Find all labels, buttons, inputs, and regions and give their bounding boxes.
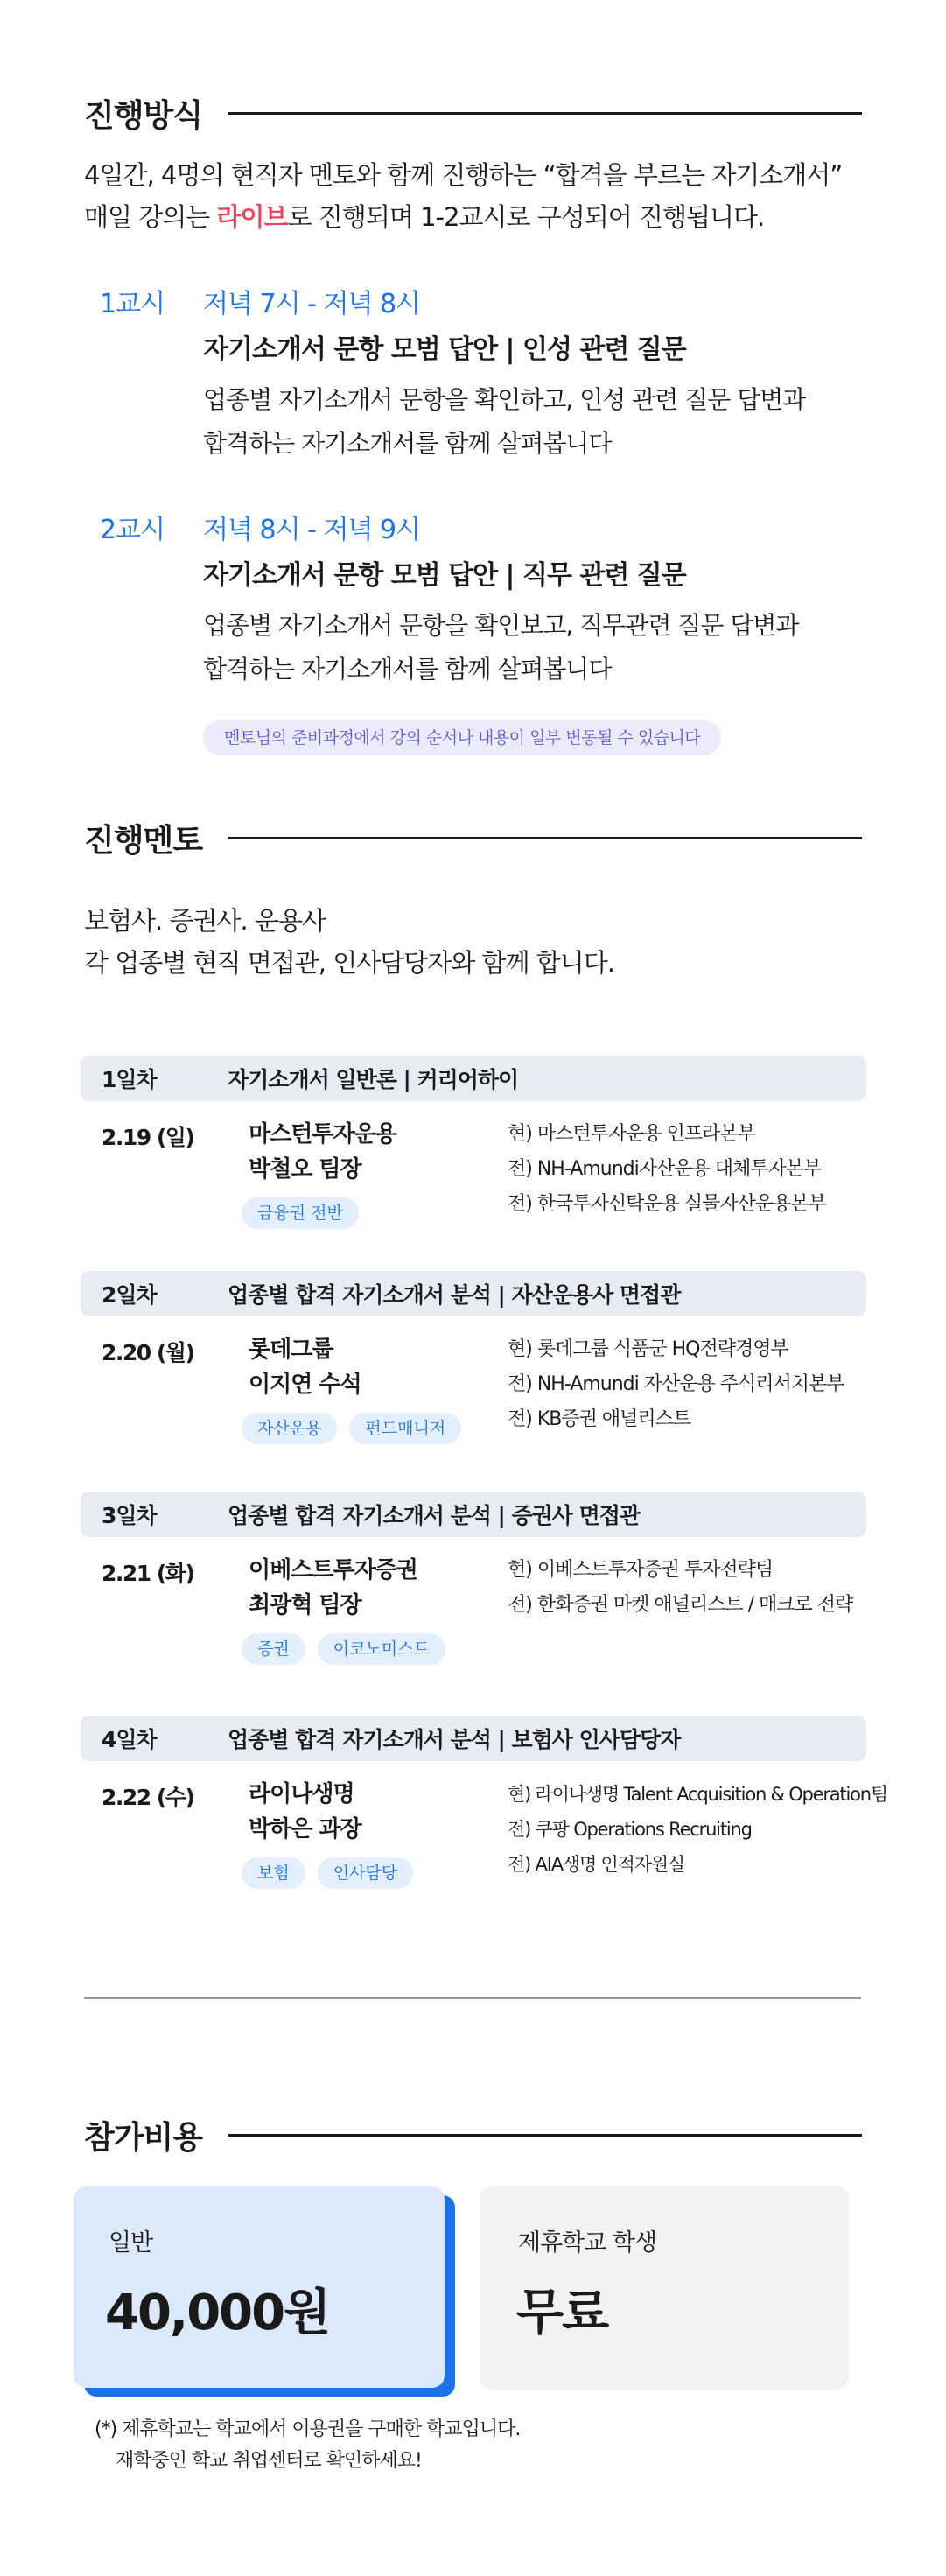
mentor-tag: 인사담당	[318, 1857, 413, 1889]
period-1-desc: 업종별 자기소개서 문항을 확인하고, 인성 관련 질문 답변과 합격하는 자기소개서를 함께 살펴봅니다	[203, 385, 806, 458]
day-4-tags	[242, 1857, 413, 1889]
day-3-tags	[242, 1633, 445, 1665]
mentor-name: 박철오 팀장	[249, 1156, 361, 1183]
day-1-tags	[242, 1197, 359, 1229]
day-2-career: 현) 롯데그룹 식품군 HQ전략경영부 전) NH-Amundi 자산운용 주식리서치본부 전) KB증권 애널리스트	[508, 1338, 844, 1430]
partner-label: 제휴학교 학생	[518, 2229, 657, 2257]
mentors-section-header	[84, 816, 862, 860]
day-1-career: 현) 마스턴투자운용 인프라본부 전) NH-Amundi자산운용 대체투자본부 전) 한국투자신탁운용 실물자산운용본부	[508, 1123, 826, 1215]
mentor-tag: 보험	[242, 1857, 305, 1889]
partner-price: 무료	[516, 2285, 608, 2341]
section-rule	[228, 837, 862, 839]
mentor-name: 이지연 수석	[249, 1372, 361, 1398]
general-label: 일반	[109, 2229, 153, 2257]
method-section-title: 진행방식	[84, 98, 203, 134]
section-rule	[228, 112, 862, 115]
day-2-tags	[242, 1413, 461, 1444]
day-label: 2일차	[102, 1282, 157, 1308]
method-intro-line2: 매일 강의는 라이브로 진행되며 1-2교시로 구성되어 진행됩니다.	[84, 202, 765, 232]
day-1-date: 2.19 (일)	[102, 1125, 194, 1150]
mentors-section-title: 진행멘토	[84, 823, 203, 859]
day-3-mentor	[249, 1553, 417, 1623]
fee-section-header	[84, 2113, 862, 2158]
day-subject: 업종별 합격 자기소개서 분석 | 보험사 인사담당자	[228, 1727, 681, 1752]
day-4-date: 2.22 (수)	[102, 1785, 194, 1810]
method-intro-line1: 4일간, 4명의 현직자 멘토와 함께 진행하는 “합격을 부르는 자기소개서”	[84, 160, 843, 190]
mentor-name: 박하은 과장	[249, 1816, 361, 1843]
day-label: 3일차	[102, 1503, 157, 1528]
mentor-tag: 증권	[242, 1633, 305, 1665]
day-1-mentor	[249, 1117, 396, 1187]
day-label: 4일차	[102, 1727, 157, 1752]
day-subject: 자기소개서 일반론 | 커리어하이	[228, 1067, 519, 1092]
mentor-company: 이베스트투자증권	[249, 1557, 417, 1583]
mentor-company: 라이나생명	[249, 1781, 354, 1807]
section-rule	[228, 2134, 862, 2137]
day-subject: 업종별 합격 자기소개서 분석 | 증권사 면접관	[228, 1503, 641, 1528]
method-intro	[84, 154, 889, 238]
general-price-card	[74, 2186, 445, 2388]
day-2-date: 2.20 (월)	[102, 1340, 194, 1365]
mentor-company: 마스턴투자운용	[249, 1121, 396, 1148]
fee-note-line1: (*) 제휴학교는 학교에서 이용권을 구매한 학교입니다.	[95, 2418, 521, 2440]
fee-note	[95, 2414, 520, 2477]
notice-badge: 멘토님의 준비과정에서 강의 순서나 내용이 일부 변동될 수 있습니다	[203, 720, 721, 755]
period-2-time: 저녁 8시 - 저녁 9시	[203, 515, 421, 545]
mentor-tag: 자산운용	[242, 1413, 337, 1444]
mentor-tag: 금융권 전반	[242, 1197, 359, 1229]
day-subject: 업종별 합격 자기소개서 분석 | 자산운용사 면접관	[228, 1282, 681, 1308]
mentor-tag: 이코노미스트	[318, 1633, 445, 1665]
day-2-bar	[81, 1271, 866, 1316]
method-section-header	[84, 91, 862, 136]
fee-note-line2: 재학중인 학교 취업센터로 확인하세요!	[116, 2450, 422, 2472]
period-2-label: 2교시	[100, 515, 165, 545]
day-2-mentor	[249, 1332, 361, 1402]
period-1-label: 1교시	[100, 289, 165, 319]
period-1-time: 저녁 7시 - 저녁 8시	[203, 289, 421, 319]
mentors-intro: 보험사. 증권사. 운용사 각 업종별 현직 면접관, 인사담당자와 함께 합니다.	[84, 906, 615, 978]
day-4-bar	[81, 1716, 866, 1761]
general-price: 40,000원	[105, 2285, 330, 2341]
day-1-bar	[81, 1056, 866, 1101]
day-3-date: 2.21 (화)	[102, 1561, 194, 1586]
day-4-career: 현) 라이나생명 Talent Acquisition & Operation팀 전) 쿠팡 Operations Recruiting 전) AIA생명 인적자원실	[508, 1784, 887, 1875]
mentor-tag: 펀드매니저	[349, 1413, 461, 1444]
live-highlight: 라이브	[216, 202, 288, 232]
fee-section-title: 참가비용	[84, 2120, 203, 2156]
section-divider	[84, 1997, 861, 1999]
day-3-bar	[81, 1492, 866, 1537]
partner-price-card	[480, 2186, 849, 2390]
day-label: 1일차	[102, 1067, 157, 1092]
period-2-title: 자기소개서 문항 모범 답안 | 직무 관련 질문	[203, 560, 686, 591]
period-1-title: 자기소개서 문항 모범 답안 | 인성 관련 질문	[203, 334, 686, 365]
day-4-mentor	[249, 1777, 361, 1847]
day-3-career: 현) 이베스트투자증권 투자전략팀 전) 한화증권 마켓 애널리스트 / 매크로 전략	[508, 1559, 853, 1616]
mentor-company: 롯데그룹	[249, 1337, 333, 1363]
mentor-name: 최광혁 팀장	[249, 1592, 361, 1618]
period-2-desc: 업종별 자기소개서 문항을 확인보고, 직무관련 질문 답변과 합격하는 자기소개서를 함께 살펴봅니다	[203, 611, 799, 684]
